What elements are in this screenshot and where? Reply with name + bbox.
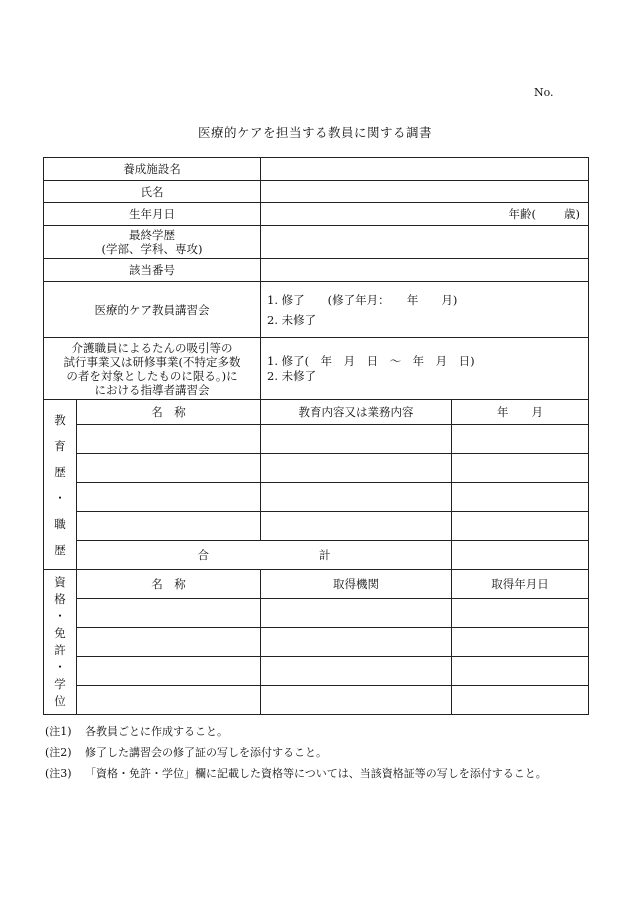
- history-name-cell[interactable]: [77, 483, 261, 512]
- education-row: [44, 226, 589, 259]
- name-label: 氏名: [44, 181, 261, 203]
- qualification-side-char: 資: [54, 575, 66, 589]
- notes-section: [45, 721, 547, 784]
- history-side-char: 歴: [54, 542, 66, 557]
- number-label: 該当番号: [44, 259, 261, 282]
- history-name-cell[interactable]: [77, 512, 261, 541]
- history-date-cell[interactable]: [452, 425, 589, 454]
- history-date-cell[interactable]: [452, 454, 589, 483]
- note-number: (注1): [45, 725, 72, 738]
- history-content-cell[interactable]: [261, 483, 452, 512]
- education-label: [44, 226, 261, 259]
- qualification-row: [44, 657, 589, 686]
- trial-option-not-completed[interactable]: 2. 未修了: [267, 368, 317, 383]
- facility-row: [44, 158, 589, 181]
- history-side-char: 教: [54, 412, 66, 427]
- history-side-char: 育: [54, 438, 66, 453]
- trial-label-line1: 介護職員によるたんの吸引等の: [71, 340, 233, 355]
- trial-training-row: [44, 338, 589, 400]
- note-text: 各教員ごとに作成すること。: [85, 725, 228, 738]
- note-item: [45, 721, 547, 742]
- qualification-side-char: ・: [54, 660, 66, 674]
- history-header-row: [44, 400, 589, 425]
- age-label: 年齢(: [508, 207, 536, 221]
- training-options[interactable]: [261, 282, 589, 338]
- trial-option-completed[interactable]: 1. 修了( 年 月 日 〜 年 月 日): [267, 353, 475, 368]
- history-row: [44, 454, 589, 483]
- history-col-date: 年 月: [452, 400, 589, 425]
- qualification-side-char: 許: [54, 643, 66, 657]
- history-col-name: 名 称: [77, 400, 261, 425]
- note-number: (注3): [45, 767, 72, 780]
- qualification-row: [44, 628, 589, 657]
- qualification-date-cell[interactable]: [452, 686, 589, 715]
- qualification-org-cell[interactable]: [261, 686, 452, 715]
- trial-training-options[interactable]: [261, 338, 589, 400]
- history-date-cell[interactable]: [452, 512, 589, 541]
- qualification-side-char: 学: [54, 677, 66, 691]
- trial-label-line4: における指導者講習会: [94, 382, 210, 397]
- qualification-col-date: 取得年月日: [452, 570, 589, 599]
- history-col-content: 教育内容又は業務内容: [261, 400, 452, 425]
- qualification-date-cell[interactable]: [452, 599, 589, 628]
- trial-label-line2: 試行事業又は研修事業(不特定多数: [63, 354, 241, 369]
- total-label-part2: 計: [319, 548, 331, 562]
- note-text: 修了した講習会の修了証の写しを添付すること。: [85, 746, 327, 759]
- number-row: [44, 259, 589, 282]
- education-label-line2: (学部、学科、専攻): [101, 242, 203, 256]
- note-text: 「資格・免許・学位」欄に記載した資格等については、当該資格証等の写しを添付すること。: [85, 767, 547, 780]
- qualification-name-cell[interactable]: [77, 599, 261, 628]
- qualification-org-cell[interactable]: [261, 657, 452, 686]
- qualification-side-char: 免: [54, 626, 66, 640]
- facility-label: 養成施設名: [44, 158, 261, 181]
- history-name-cell[interactable]: [77, 454, 261, 483]
- qualification-row: [44, 686, 589, 715]
- qualification-col-org: 取得機関: [261, 570, 452, 599]
- trial-label-line3: の者を対象としたものに限る。)に: [66, 368, 238, 383]
- qualification-date-cell[interactable]: [452, 657, 589, 686]
- name-field[interactable]: [261, 181, 589, 203]
- training-option-not-completed[interactable]: 2. 未修了: [267, 312, 317, 327]
- facility-field[interactable]: [261, 158, 589, 181]
- birthdate-label: 生年月日: [44, 203, 261, 226]
- training-label: 医療的ケア教員講習会: [44, 282, 261, 338]
- qualification-date-cell[interactable]: [452, 628, 589, 657]
- history-total-label: [77, 541, 452, 570]
- name-row: [44, 181, 589, 203]
- history-date-cell[interactable]: [452, 483, 589, 512]
- qualification-side-label: [44, 570, 77, 715]
- history-total-row: [44, 541, 589, 570]
- number-field[interactable]: [261, 259, 589, 282]
- total-label-part1: 合: [197, 548, 209, 562]
- qualification-org-cell[interactable]: [261, 628, 452, 657]
- history-content-cell[interactable]: [261, 425, 452, 454]
- history-side-char: 職: [54, 516, 66, 531]
- history-side-char: 歴: [54, 464, 66, 479]
- education-field[interactable]: [261, 226, 589, 259]
- note-number: (注2): [45, 746, 72, 759]
- age-unit: 歳): [564, 207, 580, 221]
- qualification-row: [44, 599, 589, 628]
- qualification-org-cell[interactable]: [261, 599, 452, 628]
- personnel-form-table: [43, 157, 589, 715]
- qualification-col-name: 名 称: [77, 570, 261, 599]
- birthdate-field[interactable]: [261, 203, 589, 226]
- qualification-side-char: ・: [54, 609, 66, 623]
- birthdate-row: [44, 203, 589, 226]
- qualification-name-cell[interactable]: [77, 657, 261, 686]
- history-side-label: [44, 400, 77, 570]
- training-row: [44, 282, 589, 338]
- history-content-cell[interactable]: [261, 512, 452, 541]
- training-option-completed[interactable]: 1. 修了 (修了年月： 年 月): [267, 292, 458, 307]
- qualification-name-cell[interactable]: [77, 686, 261, 715]
- qualification-header-row: [44, 570, 589, 599]
- history-row: [44, 512, 589, 541]
- document-number-label: No.: [534, 86, 554, 99]
- history-row: [44, 483, 589, 512]
- history-name-cell[interactable]: [77, 425, 261, 454]
- note-item: [45, 763, 547, 784]
- qualification-side-char: 位: [54, 694, 66, 708]
- education-label-line1: 最終学歴: [129, 228, 175, 242]
- history-total-value[interactable]: [452, 541, 589, 570]
- note-item: [45, 742, 547, 763]
- history-content-cell[interactable]: [261, 454, 452, 483]
- history-row: [44, 425, 589, 454]
- history-side-char: ・: [54, 490, 66, 505]
- trial-training-label: [44, 338, 261, 400]
- document-title: 医療的ケアを担当する教員に関する調書: [197, 125, 432, 140]
- qualification-name-cell[interactable]: [77, 628, 261, 657]
- qualification-side-char: 格: [54, 592, 66, 606]
